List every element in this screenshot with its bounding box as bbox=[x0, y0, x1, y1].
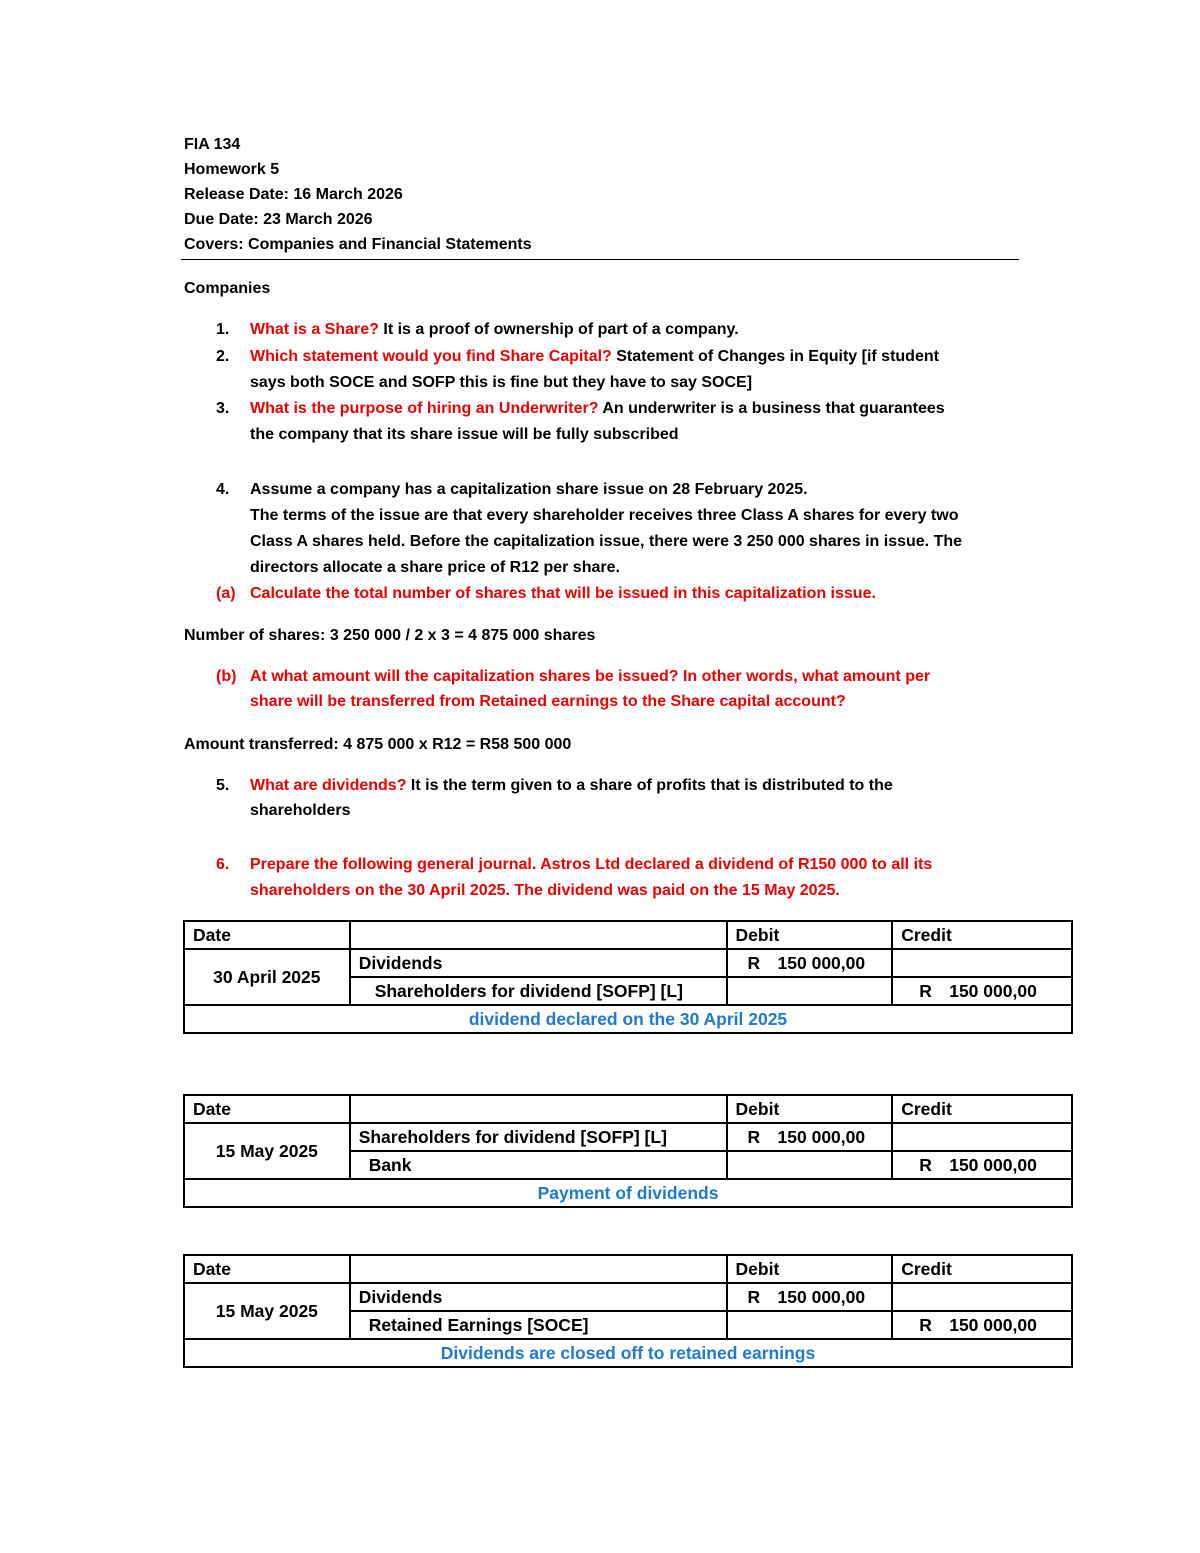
debit-empty bbox=[727, 1151, 893, 1179]
journal-table-2 bbox=[183, 1094, 1073, 1208]
q4-line3: Class A shares held. Before the capitalization issue, there were 3 250 000 shares in issue. The bbox=[250, 533, 963, 550]
credit-account: Shareholders for dividend [SOFP] [L] bbox=[350, 977, 727, 1005]
narration-row bbox=[184, 1005, 1072, 1033]
q4b-label: (b) bbox=[216, 668, 237, 685]
header-divider bbox=[181, 259, 1019, 260]
currency: R bbox=[919, 981, 932, 1001]
debit-empty bbox=[727, 977, 893, 1005]
release-date: Release Date: 16 March 2026 bbox=[184, 186, 403, 203]
header-blank bbox=[350, 921, 727, 949]
q3-question: What is the purpose of hiring an Underwriter? bbox=[250, 400, 599, 417]
q3-number: 3. bbox=[216, 400, 230, 417]
q6-number: 6. bbox=[216, 856, 230, 873]
narration: Payment of dividends bbox=[184, 1179, 1072, 1207]
header-credit: Credit bbox=[892, 921, 1072, 949]
debit-account: Shareholders for dividend [SOFP] [L] bbox=[350, 1123, 727, 1151]
q5-question: What are dividends? bbox=[250, 777, 407, 794]
q1-answer: It is a proof of ownership of part of a company. bbox=[378, 321, 739, 338]
debit-amount-cell bbox=[727, 1123, 893, 1151]
header-blank bbox=[350, 1255, 727, 1283]
header-debit: Debit bbox=[727, 921, 893, 949]
q3-answer-line1: An underwriter is a business that guarantees bbox=[598, 400, 945, 417]
credit-account: Bank bbox=[350, 1151, 727, 1179]
q5 bbox=[250, 774, 893, 798]
header-blank bbox=[350, 1095, 727, 1123]
narration: Dividends are closed off to retained earnings bbox=[184, 1339, 1072, 1367]
q1-question: What is a Share? bbox=[250, 321, 379, 338]
q4-line1: Assume a company has a capitalization share issue on 28 February 2025. bbox=[250, 481, 808, 498]
header-credit: Credit bbox=[892, 1095, 1072, 1123]
q2 bbox=[250, 345, 939, 369]
q2-question: Which statement would you find Share Capital? bbox=[250, 348, 612, 365]
narration-row bbox=[184, 1339, 1072, 1367]
q4a-label: (a) bbox=[216, 585, 236, 602]
credit-empty bbox=[892, 1283, 1072, 1311]
q4-number: 4. bbox=[216, 481, 230, 498]
q5-answer-line1: It is the term given to a share of profits that is distributed to the bbox=[406, 777, 893, 794]
currency: R bbox=[747, 1287, 761, 1307]
table-header-row bbox=[184, 1095, 1072, 1123]
table-header-row bbox=[184, 921, 1072, 949]
debit-account: Dividends bbox=[350, 949, 727, 977]
q3 bbox=[250, 397, 945, 421]
header-debit: Debit bbox=[727, 1095, 893, 1123]
credit-amount: 150 000,00 bbox=[949, 981, 1037, 1001]
credit-amount: 150 000,00 bbox=[949, 1315, 1037, 1335]
due-date: Due Date: 23 March 2026 bbox=[184, 211, 373, 228]
table-row bbox=[184, 949, 1072, 977]
q4-line4: directors allocate a share price of R12 per share. bbox=[250, 559, 620, 576]
debit-amount-cell bbox=[727, 949, 893, 977]
narration-row bbox=[184, 1179, 1072, 1207]
credit-empty bbox=[892, 1123, 1072, 1151]
debit-amount: 150 000,00 bbox=[777, 1127, 866, 1147]
entry-date: 15 May 2025 bbox=[184, 1123, 350, 1179]
credit-amount-cell bbox=[892, 977, 1072, 1005]
credit-amount-cell bbox=[892, 1151, 1072, 1179]
header-date: Date bbox=[184, 921, 350, 949]
journal-table-3 bbox=[183, 1254, 1073, 1368]
q2-answer-line2: says both SOCE and SOFP this is fine but they have to say SOCE] bbox=[250, 374, 753, 391]
header-credit: Credit bbox=[892, 1255, 1072, 1283]
homework-title: Homework 5 bbox=[184, 161, 280, 178]
credit-empty bbox=[892, 949, 1072, 977]
currency: R bbox=[919, 1315, 932, 1335]
credit-amount: 150 000,00 bbox=[949, 1155, 1037, 1175]
debit-amount: 150 000,00 bbox=[777, 953, 866, 973]
currency: R bbox=[747, 953, 761, 973]
header-debit: Debit bbox=[727, 1255, 893, 1283]
course-code: FIA 134 bbox=[184, 136, 241, 153]
table-row bbox=[184, 1123, 1072, 1151]
q6-line2: shareholders on the 30 April 2025. The dividend was paid on the 15 May 2025. bbox=[250, 882, 840, 899]
header-date: Date bbox=[184, 1255, 350, 1283]
q3-answer-line2: the company that its share issue will be fully subscribed bbox=[250, 426, 679, 443]
credit-amount-cell bbox=[892, 1311, 1072, 1339]
q4b-answer: Amount transferred: 4 875 000 x R12 = R58 500 000 bbox=[184, 736, 572, 753]
q6-line1: Prepare the following general journal. Astros Ltd declared a dividend of R150 000 to all its bbox=[250, 856, 933, 873]
debit-empty bbox=[727, 1311, 893, 1339]
header-date: Date bbox=[184, 1095, 350, 1123]
q4-line2: The terms of the issue are that every shareholder receives three Class A shares for every two bbox=[250, 507, 959, 524]
q1 bbox=[250, 318, 739, 342]
covers: Covers: Companies and Financial Statements bbox=[184, 236, 532, 253]
currency: R bbox=[747, 1127, 761, 1147]
entry-date: 30 April 2025 bbox=[184, 949, 350, 1005]
q5-number: 5. bbox=[216, 777, 230, 794]
entry-date: 15 May 2025 bbox=[184, 1283, 350, 1339]
q4a-answer: Number of shares: 3 250 000 / 2 x 3 = 4 875 000 shares bbox=[184, 627, 596, 644]
q4b-question-line2: share will be transferred from Retained earnings to the Share capital account? bbox=[250, 693, 846, 710]
currency: R bbox=[919, 1155, 932, 1175]
q1-number: 1. bbox=[216, 321, 230, 338]
q4b-question-line1: At what amount will the capitalization shares be issued? In other words, what amount per bbox=[250, 668, 931, 685]
narration: dividend declared on the 30 April 2025 bbox=[184, 1005, 1072, 1033]
q5-answer-line2: shareholders bbox=[250, 802, 351, 819]
section-title: Companies bbox=[184, 280, 271, 297]
credit-account: Retained Earnings [SOCE] bbox=[350, 1311, 727, 1339]
table-row bbox=[184, 1283, 1072, 1311]
q2-answer-line1: Statement of Changes in Equity [if student bbox=[611, 348, 939, 365]
debit-amount-cell bbox=[727, 1283, 893, 1311]
q2-number: 2. bbox=[216, 348, 230, 365]
debit-amount: 150 000,00 bbox=[777, 1287, 866, 1307]
debit-account: Dividends bbox=[350, 1283, 727, 1311]
journal-table-1 bbox=[183, 920, 1073, 1034]
q4a-question: Calculate the total number of shares that will be issued in this capitalization issue. bbox=[250, 585, 876, 602]
table-header-row bbox=[184, 1255, 1072, 1283]
